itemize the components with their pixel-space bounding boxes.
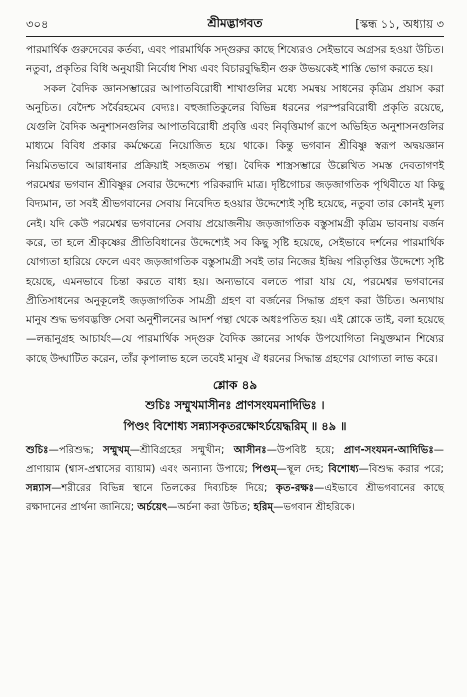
- glossary-term: আসীনঃ: [233, 445, 267, 457]
- section-label: [স্কন্ধ ১১, অধ্যায় ৩: [355, 17, 444, 31]
- verse-line-2: পিণ্ডং বিশোধ্য সন্ন্যাসকৃতরক্ষোঽর্চয়েদ্ধরিম্ ॥ ৪৯ ॥: [123, 419, 347, 434]
- header-divider: [26, 36, 444, 37]
- glossary-term: অর্চয়েৎ: [137, 502, 168, 514]
- page: [26, 14, 444, 517]
- glossary-term: সম্মুখম্: [103, 445, 130, 457]
- glossary-meaning: —এইভাবে শ্রীভগবানের কাছে রক্ষাদানের প্রার্থনা জানিয়ে;: [26, 483, 445, 514]
- glossary-meaning: —অর্চনা করা উচিত;: [167, 502, 254, 514]
- glossary-term: শুচিঃ: [26, 445, 49, 457]
- glossary-meaning: —স্থূল দেহ;: [276, 464, 329, 476]
- page-header: [26, 14, 444, 36]
- page-number: ৩০৪: [26, 17, 49, 31]
- glossary-term: সন্ন্যাস: [26, 483, 52, 495]
- glossary-term: পিণ্ডম্: [252, 464, 277, 476]
- paragraph-2: সকল বৈদিক জ্ঞানসম্ভারের আপাতবিরোধী শাখাগুলির মধ্যে সমন্বয় সাধনের কৃত্রিম প্রয়াস করা অনুচিত। বেদৈশ্চ সর্বৈরহমেব বেদ্যঃ। বহুজাতিকুলের বিভিন্ন ধরনের পরস্পরবিরোধী প্রকৃতি রয়েছে, যেগুলি বৈদিক অনুশাসনগুলির আপাতবিরোধী প্রবৃত্তি এবং নিবৃত্তিমার্গ রূপে অভিহিত অনুশাসনগুলির মাধ্যমে বিবিধ প্রকার কর্মক্ষেত্রে নিয়োজিত হয়ে থাকে। কিন্তু ভগবান শ্রীবিষ্ণু স্বরূপ অদ্বয়জ্ঞান নিয়মিতভাবে আরাধনার প্রক্রিয়াই সহজতম পন্থা। বৈদিক শাস্ত্রসম্ভারে উল্লেখিত সমস্ত দেবতাগণই পরমেশ্বর ভগবান শ্রীবিষ্ণুর সেবার উদ্দেশ্যে পরিকরাদি মাত্র। দৃষ্টিগোচর জড়জাগতিক পৃথিবীতে যা কিছু বিদ্যমান, তা সবই শ্রীভগবানের সেবায় নিবেদিত হওয়ার উদ্দেশ্যেই সৃষ্টি হয়েছে, নতুবা তার কোনই মূল্য নেই। যদি কেউ পরমেশ্বর ভগবানের সেবায় প্রয়োজনীয় জড়জাগতিক বস্তুসামগ্রী কৃত্রিম ভাবনায় বর্জন করে, তা হলে শ্রীকৃষ্ণের প্রীতিবিধানের উদ্দেশ্যেই সব কিছু সৃষ্টি হয়েছে, সেইভাবে দর্শনের পারমার্থিক যোগ্যতা হারিয়ে ফেলে এবং জড়জাগতিক বস্তুসামগ্রী সবই তার নিজের ইন্দ্রিয় পরিতৃপ্তির উদ্দেশ্যে সৃষ্টি হয়েছে, এমনভাবে চিন্তা করতে বাধ্য হয়। অন্যভাবে বলতে পারা যায় যে, পরমেশ্বর ভগবানের প্রীতিসাধনের অনুকূলেই জড়জাগতিক সামগ্রী গ্রহণ বা বর্জনের সিদ্ধান্ত গ্রহণ করা উচিত। অন্যথায় মানুষ শুদ্ধ ভগবদ্ভক্তি সেবা অনুশীলনের আদর্শ পন্থা থেকে অধঃপতিত হয়। এই শ্লোকে তাই, বলা হয়েছে—লব্ধানুগ্রহ আচার্যং—যে পারমার্থিক সদ্গুরু বৈদিক জ্ঞানের সার্থক উপযোগিতা নিযুক্তমান শিষ্যের কাছে উদ্ঘাটিত করেন, তাঁর কৃপালাভ হলে তবেই মানুষ ঐ ধরনের সিদ্ধান্ত গ্রহণের যোগ্যতা লাভ করে।: [26, 82, 444, 365]
- glossary-term: হরিম্: [253, 502, 274, 514]
- book-title: শ্রীমদ্ভাগবত: [207, 16, 263, 30]
- glossary-meaning: —প্রাণায়াম (শ্বাস-প্রশ্বাসের ব্যায়াম) এবং অন্যান্য উপায়ে;: [26, 445, 444, 476]
- glossary-meaning: —শ্রীবিগ্রহের সম্মুখীন;: [129, 445, 234, 457]
- word-glossary: [26, 441, 444, 517]
- verse-heading: শ্লোক ৪৯: [212, 378, 258, 393]
- glossary-term: কৃত-রক্ষঃ: [275, 483, 315, 495]
- glossary-term: প্রাণ-সংযমন-আদিভিঃ: [343, 445, 434, 457]
- paragraph-1: পারমার্থিক গুরুদেবের কর্তব্য, এবং পারমার্থিক সদ্গুরুর কাছে শিষ্যেরও সেইভাবে অগ্রসর হওয়া উচিত। নতুবা, প্রকৃতির বিধি অনুযায়ী নির্বোধ শিষ্য এবং বিচারবুদ্ধিহীন গুরু উভয়কেই শাস্তি ভোগ করতে হয়।: [26, 44, 444, 76]
- glossary-term: বিশোধ্য: [328, 464, 359, 476]
- glossary-meaning: —পরিশুদ্ধ;: [48, 445, 104, 457]
- glossary-meaning: —ভগবান শ্রীহরিকে।: [273, 502, 355, 514]
- glossary-meaning: —উপবিষ্ট হয়ে;: [266, 445, 344, 457]
- glossary-meaning: —শরীরের বিভিন্ন স্থানে তিলকের দিব্যচিহ্ন দিয়ে;: [51, 483, 276, 495]
- verse-line-1: শুচিঃ সম্মুখমাসীনঃ প্রাণসংযমনাদিভিঃ ।: [145, 398, 325, 413]
- glossary-meaning: —বিশুদ্ধ করার পরে;: [358, 464, 444, 476]
